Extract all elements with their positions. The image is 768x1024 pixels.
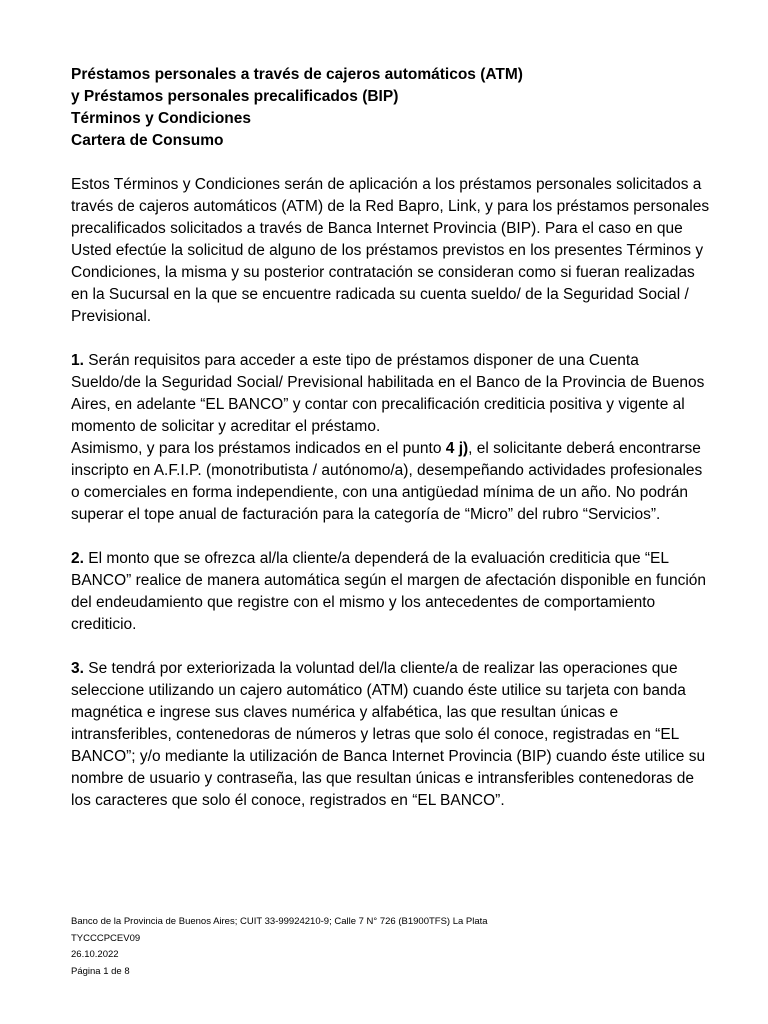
intro-paragraph: Estos Términos y Condiciones serán de aplicación a los préstamos personales solicitados a través de cajeros automáticos (ATM) de la Red Bapro, Link, y para los préstamos personales precalificados solicitados a través de Banca Internet Provincia (BIP). Para el caso en que Usted efectúe la solicitud de alguno de los préstamos previstos en los presentes Términos y Condiciones, la misma y su posterior contratación se consideran como si fueran realizadas en la Sucursal en la que se encuentre radicada su cuenta sueldo/ de la Seguridad Social / Previsional. bbox=[71, 176, 710, 325]
clause-3-number: 3. bbox=[71, 660, 84, 677]
title-line-2: y Préstamos personales precalificados (BIP) bbox=[71, 88, 399, 105]
clause-1-text: Serán requisitos para acceder a este tipo de préstamos disponer de una Cuenta Sueldo/de la Seguridad Social/ Previsional habilitada en el Banco de la Provincia de Buenos Aires, en adelante “EL BANCO” y contar con precalificación crediticia positiva y vigente al momento de solicitar y acreditar el préstamo. bbox=[71, 352, 705, 435]
title-line-1: Préstamos personales a través de cajeros automáticos (ATM) bbox=[71, 66, 523, 83]
clause-1-continuation bbox=[71, 438, 711, 526]
spacer bbox=[71, 152, 711, 174]
document-page bbox=[71, 64, 711, 812]
clause-2-number: 2. bbox=[71, 550, 84, 567]
spacer bbox=[71, 636, 711, 658]
title-line-3: Términos y Condiciones bbox=[71, 110, 252, 127]
spacer bbox=[71, 526, 711, 548]
document-body bbox=[71, 174, 711, 812]
document-title bbox=[71, 64, 711, 152]
clause-1-paragraph bbox=[71, 350, 711, 438]
title-line-4: Cartera de Consumo bbox=[71, 132, 224, 149]
footer-date: 26.10.2022 bbox=[71, 949, 119, 960]
clause-1-continuation-post: , el solicitante deberá encontrarse inscripto en A.F.I.P. (monotributista / autónomo/a), desempeñando actividades profesionales o comerciales en forma independiente, con una antigüedad mínima de un año. No podrán superar el tope anual de facturación para la categoría de “Micro” del rubro “Servicios”. bbox=[71, 440, 703, 523]
clause-2-paragraph bbox=[71, 548, 711, 636]
clause-1-continuation-pre: Asimismo, y para los préstamos indicados en el punto bbox=[71, 440, 446, 457]
page-footer bbox=[71, 914, 711, 980]
clause-3-text: Se tendrá por exteriorizada la voluntad del/la cliente/a de realizar las operaciones que seleccione utilizando un cajero automático (ATM) cuando éste utilice su tarjeta con banda magnética e ingrese sus claves numérica y alfabética, las que resultan únicas e intransferibles, contenedoras de números y letras que solo él conoce, registradas en “EL BANCO”; y/o mediante la utilización de Banca Internet Provincia (BIP) cuando éste utilice su nombre de usuario y contraseña, las que resultan únicas e intransferibles contenedoras de los caracteres que solo él conoce, registrados en “EL BANCO”. bbox=[71, 660, 706, 809]
clause-2-text: El monto que se ofrezca al/la cliente/a dependerá de la evaluación crediticia que “EL BANCO” realice de manera automática según el margen de afectación disponible en función del endeudamiento que registre con el mismo y los antecedentes de comportamiento crediticio. bbox=[71, 550, 707, 633]
spacer bbox=[71, 328, 711, 350]
clause-3-paragraph bbox=[71, 658, 711, 812]
clause-1-number: 1. bbox=[71, 352, 84, 369]
footer-bank-line: Banco de la Provincia de Buenos Aires; CUIT 33-99924210-9; Calle 7 N° 726 (B1900TFS) La Plata bbox=[71, 916, 488, 927]
footer-document-code: TYCCCPCEV09 bbox=[71, 932, 141, 944]
clause-1-reference: 4 j) bbox=[445, 440, 469, 457]
footer-page-number: Página 1 de 8 bbox=[71, 965, 130, 977]
